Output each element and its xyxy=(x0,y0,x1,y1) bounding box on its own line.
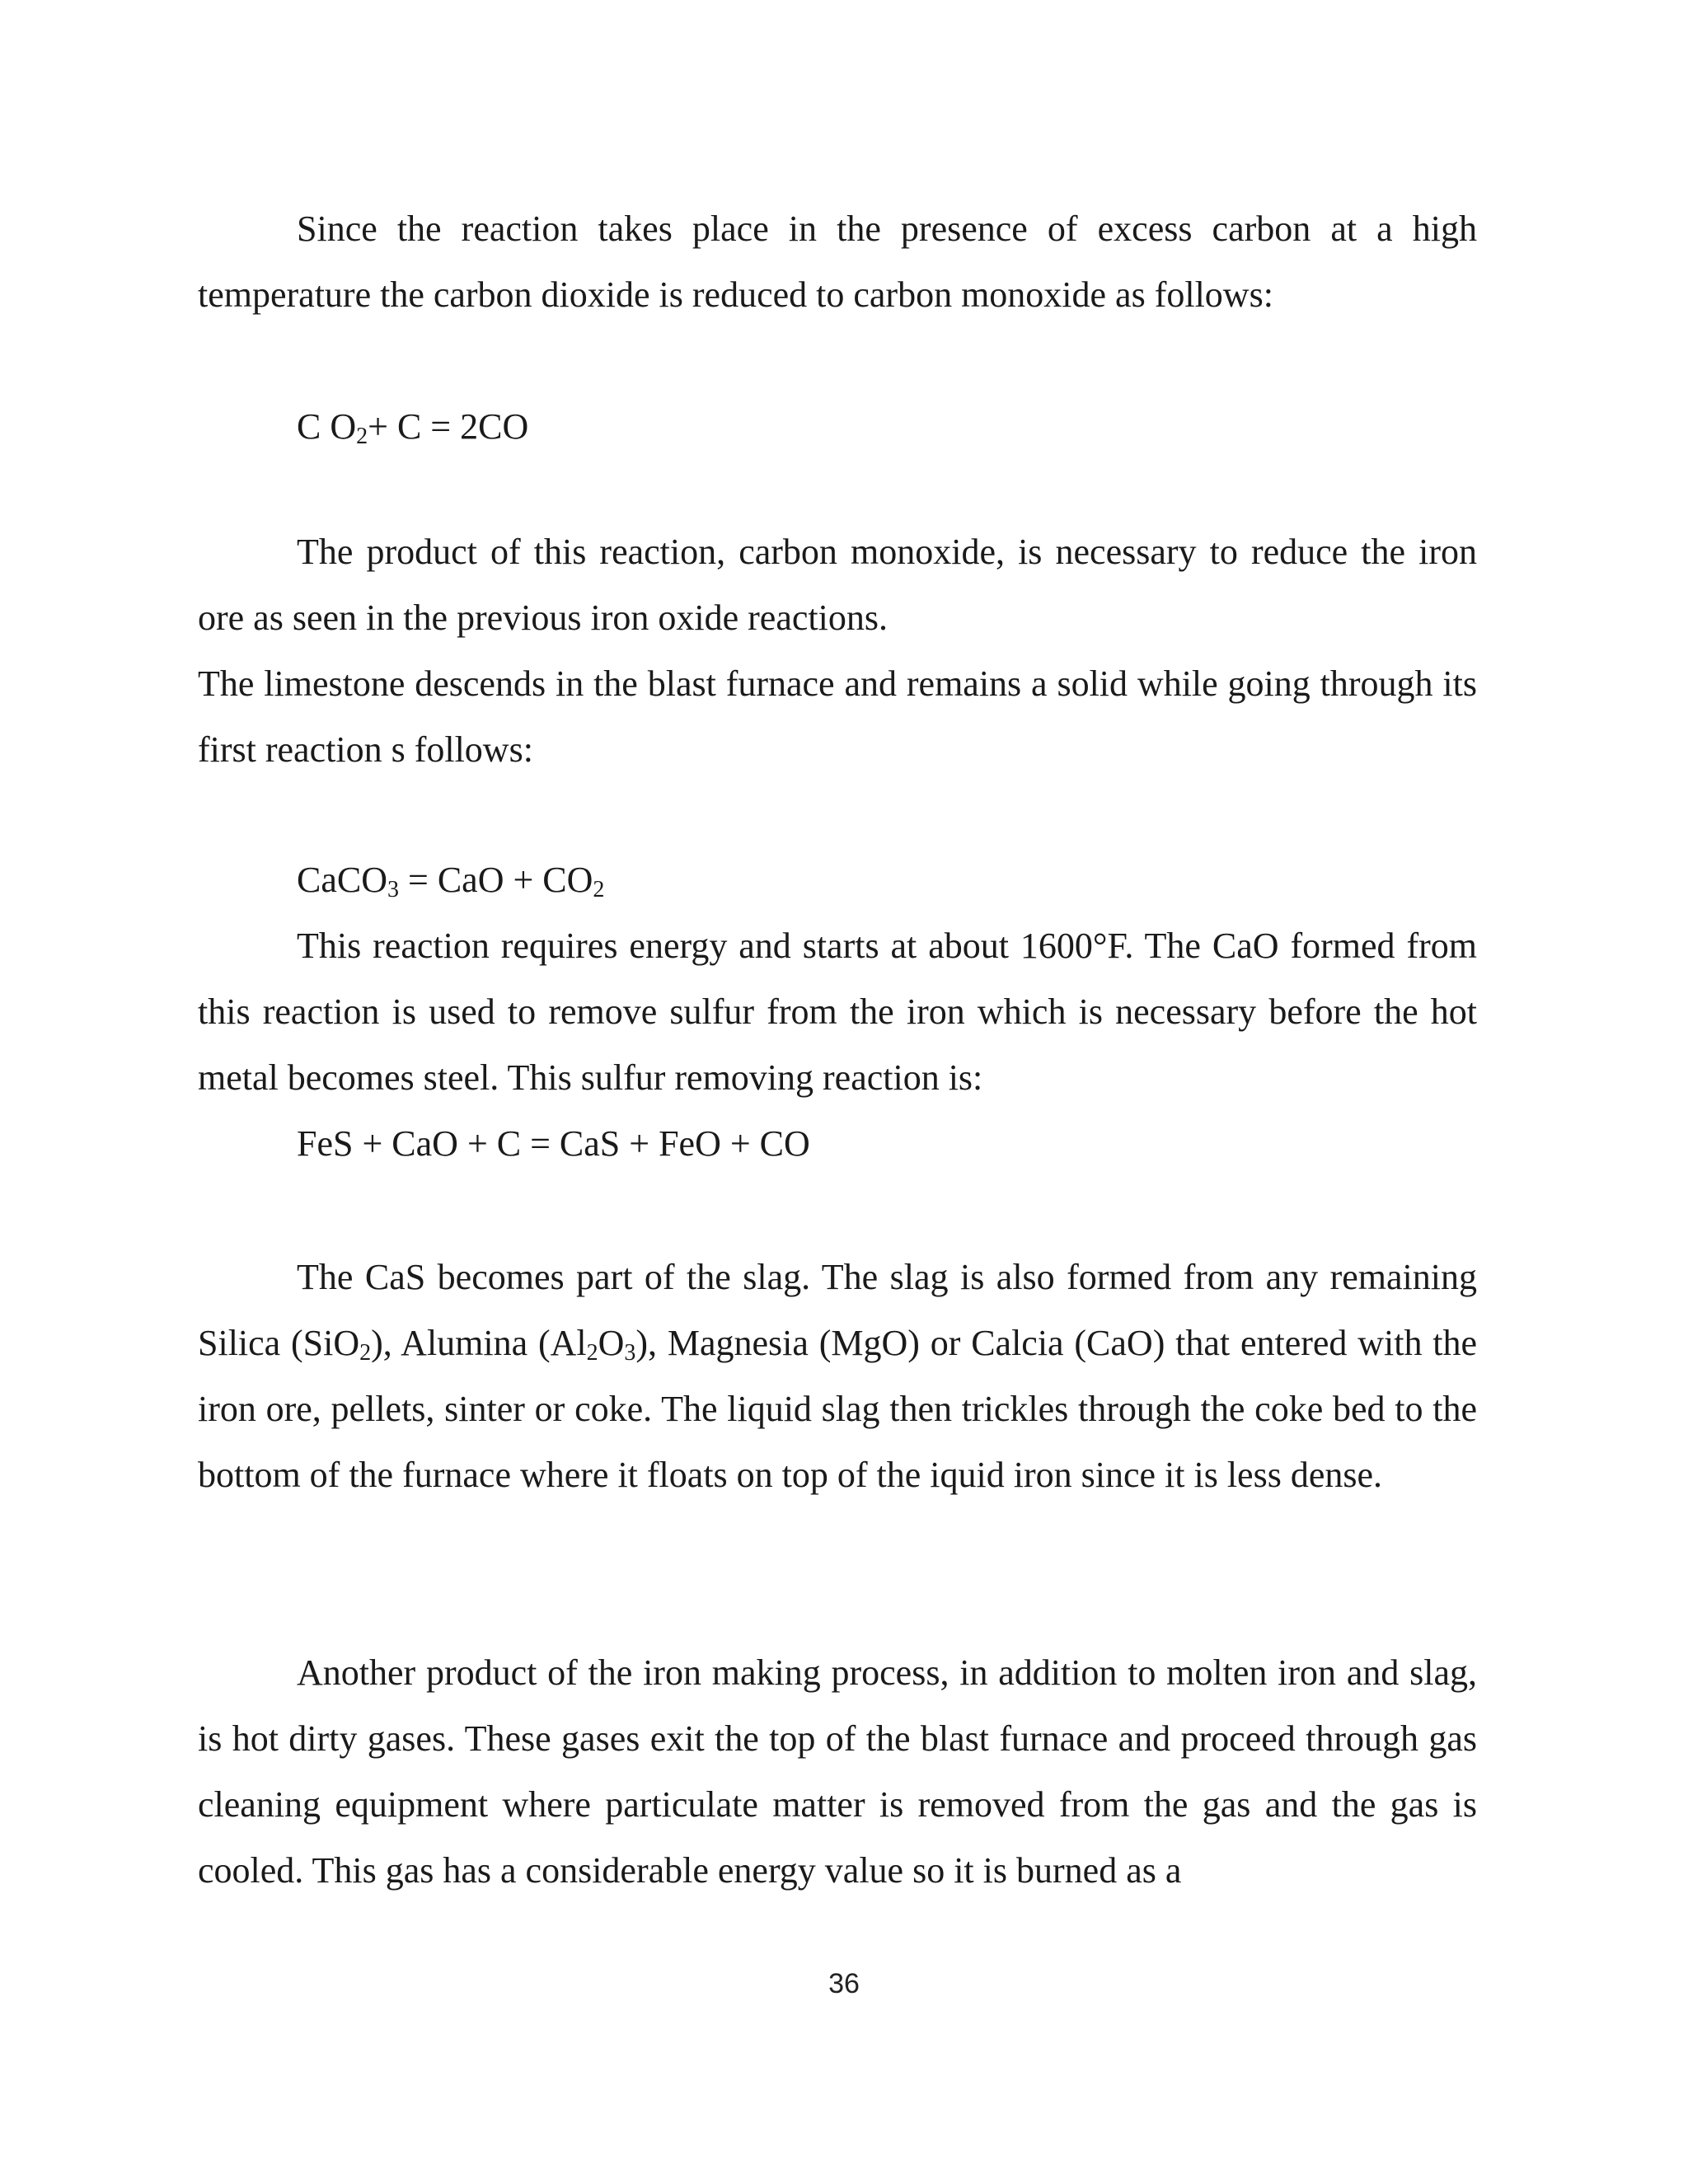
equation-text: + C = 2CO xyxy=(368,406,529,447)
subscript: 3 xyxy=(387,877,399,902)
subscript: 2 xyxy=(593,877,605,902)
paragraph-text: ), Alumina (Al xyxy=(371,1323,587,1363)
subscript: 2 xyxy=(586,1340,598,1366)
subscript: 2 xyxy=(356,424,368,449)
page-number: 36 xyxy=(828,1968,860,1999)
paragraph-carbon-monoxide: The product of this reaction, carbon monoxide, is necessary to reduce the iron ore as seen in the previous iron oxide reactions. xyxy=(198,532,1477,638)
paragraph-limestone: The limestone descends in the blast furnace and remains a solid while going through its first reaction s follows: xyxy=(198,663,1477,770)
equation-sulfur-removal: FeS + CaO + C = CaS + FeO + CO xyxy=(297,1123,810,1164)
equation-text: C O xyxy=(297,406,357,447)
paragraph-text: ), Magnesia (MgO) or Calcia (CaO) that entered with the iron ore, pellets, sinter or coke. The liquid slag then trickles through the coke bed to the bottom of the furnace where it floats on top of the iquid iron since it is less dense. xyxy=(198,1323,1478,1495)
paragraph-energy-requirement: This reaction requires energy and starts at about 1600°F. The CaO formed from this reaction is used to remove sulfur from the iron which is necessary before the hot metal becomes steel. This sulfur removing reaction is: xyxy=(198,926,1477,1098)
subscript: 3 xyxy=(624,1340,636,1366)
subscript: 2 xyxy=(359,1340,372,1366)
equation-text: CaCO xyxy=(297,860,387,900)
paragraph-reduction-intro: Since the reaction takes place in the presence of excess carbon at a high temperature the carbon dioxide is reduced to carbon monoxide as follows: xyxy=(198,209,1477,315)
paragraph-hot-gases: Another product of the iron making process, in addition to molten iron and slag, is hot dirty gases. These gases exit the top of the blast furnace and proceed through gas cleaning equipment where particulate matter is removed from the gas and the gas is cooled. This gas has a considerable energy value so it is burned as a xyxy=(198,1652,1477,1891)
paragraph-slag-formation xyxy=(198,1244,1477,1508)
paragraph-text: O xyxy=(598,1323,625,1363)
equation-text: = CaO + CO xyxy=(399,860,593,900)
paragraph-text: The CaS becomes part of the slag. The slag is also formed from any remaining Silica (SiO xyxy=(198,1257,1477,1363)
equation-limestone-decomposition xyxy=(297,847,604,913)
equation-co2-reduction xyxy=(297,394,528,460)
